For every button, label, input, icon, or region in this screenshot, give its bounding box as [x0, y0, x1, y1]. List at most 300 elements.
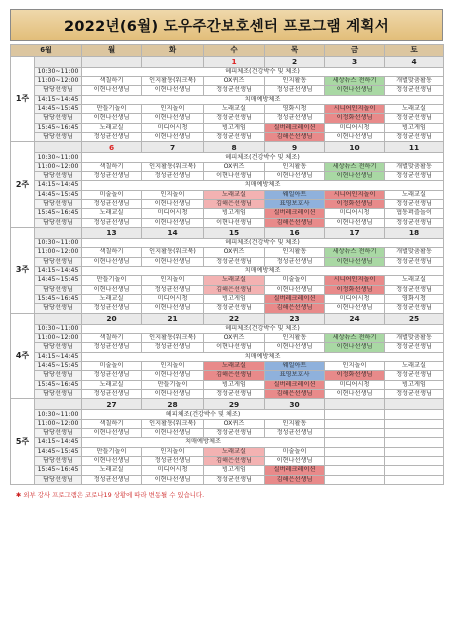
teacher-label: 담당선생님 — [35, 86, 82, 95]
teacher-label: 담당선생님 — [35, 343, 82, 352]
teacher-cell: 정성균선생님 — [385, 86, 444, 95]
time-slot: 11:00~12:00 — [35, 248, 82, 257]
date-spacer — [35, 142, 82, 153]
teacher-cell: 정성균선생님 — [82, 343, 142, 352]
teacher-cell: 이현나선생님 — [142, 257, 204, 266]
teacher-cell: 이현나선생님 — [142, 304, 204, 313]
time-slot: 14:45~15:45 — [35, 190, 82, 199]
document-title: 2022년(6월) 도우주간보호센터 프로그램 계획서 — [10, 9, 443, 41]
activity-cell: 미디어시청 — [142, 294, 204, 303]
activity-cell: 미디어시청 — [325, 380, 385, 389]
empty-cell — [385, 447, 444, 456]
activity-cell: 인지활동 — [265, 248, 325, 257]
activity-cell: 만들기놀이 — [82, 447, 142, 456]
teacher-cell: 이현나선생님 — [82, 429, 142, 438]
activity-cell: 빙고게임 — [385, 123, 444, 132]
date-cell: 28 — [142, 399, 204, 410]
activity-cell: OX퀴즈 — [204, 162, 265, 171]
teacher-cell: 김해은선생님 — [265, 132, 325, 141]
teacher-cell: 김해은선생님 — [265, 304, 325, 313]
date-cell — [385, 399, 444, 410]
teacher-row — [11, 257, 444, 266]
empty-cell — [325, 410, 385, 419]
activity-cell: 실버레크레이션 — [265, 466, 325, 475]
teacher-cell: 정성균선생님 — [142, 456, 204, 465]
time-slot: 14:45~15:45 — [35, 447, 82, 456]
activity-cell: 노래교실 — [385, 104, 444, 113]
time-slot: 10:30~11:00 — [35, 153, 82, 162]
teacher-cell: 김해은선생님 — [204, 456, 265, 465]
teacher-row — [11, 475, 444, 484]
teacher-label: 담당선생님 — [35, 429, 82, 438]
teacher-cell: 김해은선생님 — [204, 285, 265, 294]
teacher-cell: 이현나선생님 — [265, 343, 325, 352]
teacher-cell: 정성균선생님 — [82, 172, 142, 181]
program-row — [11, 67, 444, 76]
date-cell: 24 — [325, 313, 385, 324]
teacher-cell: 표영보호사 — [265, 199, 325, 208]
date-cell: 1 — [204, 56, 265, 67]
footnote: ✱ 외부 강사 프로그램은 코로나19 상황에 따라 변동될 수 있습니다. — [16, 490, 205, 499]
shared-activity: 치매예방체조 — [82, 267, 444, 276]
program-row — [11, 324, 444, 333]
date-cell: 20 — [82, 313, 142, 324]
activity-cell: 인지활동 — [265, 334, 325, 343]
teacher-label: 담당선생님 — [35, 389, 82, 398]
date-cell — [82, 56, 142, 67]
activity-cell: 노래교실 — [204, 362, 265, 371]
activity-cell: 인지활동 — [265, 419, 325, 428]
teacher-cell: 정성균선생님 — [204, 132, 265, 141]
activity-cell: 실버레크레이션 — [265, 294, 325, 303]
teacher-cell: 이현나선생님 — [142, 132, 204, 141]
date-cell: 2 — [265, 56, 325, 67]
activity-cell: 노래교실 — [82, 294, 142, 303]
time-slot: 14:45~15:45 — [35, 362, 82, 371]
date-cell: 13 — [82, 227, 142, 238]
teacher-cell: 이현나선생님 — [142, 218, 204, 227]
teacher-cell: 이현나선생님 — [265, 285, 325, 294]
date-cell: 15 — [204, 227, 265, 238]
time-slot: 14:15~14:45 — [35, 438, 82, 447]
teacher-label: 담당선생님 — [35, 114, 82, 123]
activity-cell: 노래교실 — [204, 104, 265, 113]
teacher-cell: 이현나선생님 — [325, 218, 385, 227]
date-cell: 23 — [265, 313, 325, 324]
time-slot: 14:15~14:45 — [35, 181, 82, 190]
date-cell: 27 — [82, 399, 142, 410]
header-row — [11, 45, 444, 57]
activity-cell: 웨일아트 — [265, 190, 325, 199]
time-slot: 11:00~12:00 — [35, 419, 82, 428]
teacher-label: 담당선생님 — [35, 285, 82, 294]
day-header: 토 — [385, 45, 444, 57]
teacher-label: 담당선생님 — [35, 199, 82, 208]
activity-cell: 인지활동(워크북) — [142, 77, 204, 86]
teacher-cell: 이현나선생님 — [142, 199, 204, 208]
teacher-row — [11, 172, 444, 181]
activity-cell: 빙고게임 — [204, 209, 265, 218]
activity-cell: 노래교실 — [385, 362, 444, 371]
time-slot: 14:45~15:45 — [35, 276, 82, 285]
activity-cell: 미디어시청 — [325, 209, 385, 218]
day-header: 월 — [82, 45, 142, 57]
activity-cell: 미디어시청 — [142, 209, 204, 218]
date-cell: 29 — [204, 399, 265, 410]
activity-cell: 인지놀이 — [325, 362, 385, 371]
teacher-cell: 이현나선생님 — [82, 456, 142, 465]
teacher-cell: 정성균선생님 — [385, 285, 444, 294]
teacher-cell: 정성균선생님 — [82, 132, 142, 141]
teacher-cell: 이현나선생님 — [325, 132, 385, 141]
time-slot: 14:45~15:45 — [35, 104, 82, 113]
date-cell: 10 — [325, 142, 385, 153]
teacher-cell: 이현나선생님 — [265, 456, 325, 465]
shared-activity: 치매예방체조 — [82, 352, 444, 361]
teacher-cell: 정성균선생님 — [204, 114, 265, 123]
teacher-cell: 정성균선생님 — [204, 429, 265, 438]
activity-cell: 미술놀이 — [265, 447, 325, 456]
month-label: 6월 — [11, 45, 82, 57]
program-row — [11, 209, 444, 218]
activity-cell: 노래교실 — [385, 190, 444, 199]
week-label: 1주 — [11, 56, 35, 142]
teacher-cell: 김해은선생님 — [265, 389, 325, 398]
teacher-row — [11, 132, 444, 141]
activity-cell: 인지활동(워크북) — [142, 419, 204, 428]
teacher-cell: 이정화선생님 — [325, 285, 385, 294]
time-slot: 14:15~14:45 — [35, 352, 82, 361]
activity-cell: 미술놀이 — [82, 190, 142, 199]
teacher-row — [11, 304, 444, 313]
activity-cell: 미디어시청 — [142, 466, 204, 475]
activity-cell: 인지놀이 — [142, 104, 204, 113]
teacher-cell: 정성균선생님 — [385, 132, 444, 141]
teacher-cell: 정성균선생님 — [204, 257, 265, 266]
teacher-cell: 정성균선생님 — [82, 371, 142, 380]
teacher-cell: 정성균선생님 — [385, 218, 444, 227]
empty-cell — [385, 419, 444, 428]
activity-cell: 개별맞춤활동 — [385, 77, 444, 86]
day-header: 목 — [265, 45, 325, 57]
date-cell: 21 — [142, 313, 204, 324]
time-slot: 11:00~12:00 — [35, 334, 82, 343]
date-spacer — [35, 399, 82, 410]
teacher-cell: 정성균선생님 — [385, 114, 444, 123]
activity-cell: 미술놀이 — [265, 276, 325, 285]
date-cell: 22 — [204, 313, 265, 324]
date-cell — [142, 56, 204, 67]
empty-cell — [385, 429, 444, 438]
activity-cell: 개별맞춤활동 — [385, 248, 444, 257]
activity-cell: 인지놀이 — [142, 447, 204, 456]
time-slot: 15:45~16:45 — [35, 123, 82, 132]
activity-cell: 시니어인지놀이 — [325, 190, 385, 199]
time-slot: 14:15~14:45 — [35, 95, 82, 104]
teacher-cell: 정성균선생님 — [385, 304, 444, 313]
activity-cell: OX퀴즈 — [204, 419, 265, 428]
activity-cell: 노래교실 — [204, 276, 265, 285]
activity-cell: 세상뉴스 전하기 — [325, 248, 385, 257]
shared-activity: 헤피체조(건강박수 및 체조) — [82, 153, 444, 162]
time-slot: 10:30~11:00 — [35, 239, 82, 248]
activity-cell: 노래교실 — [82, 123, 142, 132]
time-slot: 15:45~16:45 — [35, 466, 82, 475]
teacher-cell: 이현나선생님 — [142, 114, 204, 123]
activity-cell: 인지놀이 — [142, 362, 204, 371]
teacher-cell: 정성균선생님 — [82, 199, 142, 208]
teacher-cell: 이현나선생님 — [82, 114, 142, 123]
day-header: 화 — [142, 45, 204, 57]
teacher-cell: 정성균선생님 — [265, 114, 325, 123]
activity-cell: OX퀴즈 — [204, 334, 265, 343]
program-row — [11, 276, 444, 285]
time-slot: 15:45~16:45 — [35, 209, 82, 218]
activity-cell: 빙고게임 — [204, 466, 265, 475]
activity-cell: 협동퍼즐놀이 — [385, 209, 444, 218]
activity-cell: 세상뉴스 전하기 — [325, 334, 385, 343]
week-label: 5주 — [11, 399, 35, 485]
teacher-cell: 정성균선생님 — [82, 389, 142, 398]
activity-cell: 인지활동(워크북) — [142, 162, 204, 171]
activity-cell: 빙고게임 — [204, 123, 265, 132]
activity-cell: 노래교실 — [82, 466, 142, 475]
teacher-label: 담당선생님 — [35, 218, 82, 227]
time-slot: 15:45~16:45 — [35, 294, 82, 303]
teacher-cell: 이현나선생님 — [82, 257, 142, 266]
week-label: 3주 — [11, 227, 35, 313]
empty-cell — [325, 419, 385, 428]
teacher-cell: 정성균선생님 — [204, 304, 265, 313]
teacher-cell: 정성균선생님 — [82, 218, 142, 227]
teacher-cell: 이현나선생님 — [204, 218, 265, 227]
teacher-row — [11, 389, 444, 398]
activity-cell: 인지활동(워크북) — [142, 334, 204, 343]
teacher-cell: 정성균선생님 — [385, 199, 444, 208]
empty-cell — [385, 410, 444, 419]
empty-cell — [385, 475, 444, 484]
teacher-cell: 정성균선생님 — [82, 304, 142, 313]
teacher-cell: 정성균선생님 — [385, 172, 444, 181]
shared-activity: 치매예방체조 — [82, 181, 444, 190]
activity-cell: OX퀴즈 — [204, 248, 265, 257]
shared-activity: 헤피체조(건강박수 및 체조) — [82, 324, 444, 333]
teacher-row — [11, 343, 444, 352]
teacher-cell: 이현나선생님 — [142, 429, 204, 438]
program-row — [11, 334, 444, 343]
shared-activity: 치매예방체조 — [82, 95, 444, 104]
teacher-cell: 정성균선생님 — [82, 475, 142, 484]
activity-cell: OX퀴즈 — [204, 77, 265, 86]
teacher-cell: 이정화선생님 — [325, 199, 385, 208]
program-row — [11, 123, 444, 132]
program-row — [11, 248, 444, 257]
date-spacer — [35, 313, 82, 324]
teacher-cell: 정성균선생님 — [204, 475, 265, 484]
activity-cell: 세상뉴스 전하기 — [325, 162, 385, 171]
activity-cell: 영화시청 — [265, 104, 325, 113]
week-label: 2주 — [11, 142, 35, 228]
program-row — [11, 77, 444, 86]
activity-cell: 색칠하기 — [82, 248, 142, 257]
program-row — [11, 438, 444, 447]
activity-cell: 웨일아트 — [265, 362, 325, 371]
activity-cell: 색칠하기 — [82, 334, 142, 343]
program-row — [11, 239, 444, 248]
teacher-cell: 정성균선생님 — [142, 285, 204, 294]
teacher-cell: 이현나선생님 — [204, 172, 265, 181]
activity-cell: 노래교실 — [204, 190, 265, 199]
teacher-row — [11, 114, 444, 123]
time-slot: 14:15~14:45 — [35, 267, 82, 276]
program-row — [11, 294, 444, 303]
week-label: 4주 — [11, 313, 35, 399]
activity-cell: 개별맞춤활동 — [385, 162, 444, 171]
activity-cell: 색칠하기 — [82, 77, 142, 86]
activity-cell: 시니어인지놀이 — [325, 104, 385, 113]
teacher-cell: 이현나선생님 — [325, 304, 385, 313]
time-slot: 10:30~11:00 — [35, 324, 82, 333]
program-row — [11, 419, 444, 428]
activity-cell: 실버레크레이션 — [265, 209, 325, 218]
program-row — [11, 352, 444, 361]
activity-cell: 실버레크레이션 — [265, 123, 325, 132]
activity-cell: 빙고게임 — [204, 380, 265, 389]
empty-cell — [385, 438, 444, 447]
date-cell: 4 — [385, 56, 444, 67]
teacher-cell: 김해은선생님 — [204, 199, 265, 208]
program-row — [11, 181, 444, 190]
teacher-cell: 정성균선생님 — [385, 257, 444, 266]
activity-cell: 인지놀이 — [142, 190, 204, 199]
teacher-cell: 이정화선생님 — [325, 114, 385, 123]
activity-cell: 미디어시청 — [142, 123, 204, 132]
teacher-cell: 이현나선생님 — [82, 86, 142, 95]
day-header: 금 — [325, 45, 385, 57]
teacher-row — [11, 199, 444, 208]
time-slot: 15:45~16:45 — [35, 380, 82, 389]
activity-cell: 실버레크레이션 — [265, 380, 325, 389]
teacher-row — [11, 371, 444, 380]
time-slot: 10:30~11:00 — [35, 67, 82, 76]
shared-activity: 치매예방체조 — [82, 438, 325, 447]
teacher-cell: 정성균선생님 — [385, 389, 444, 398]
program-row — [11, 380, 444, 389]
date-cell: 7 — [142, 142, 204, 153]
empty-cell — [325, 456, 385, 465]
activity-cell: 노래교실 — [82, 209, 142, 218]
shared-activity: 헤피체조(건강박수 및 체조) — [82, 67, 444, 76]
program-row — [11, 447, 444, 456]
teacher-cell: 이현나선생님 — [325, 343, 385, 352]
teacher-cell: 이현나선생님 — [325, 86, 385, 95]
teacher-cell: 이현나선생님 — [325, 389, 385, 398]
teacher-label: 담당선생님 — [35, 132, 82, 141]
activity-cell: 노래교실 — [204, 447, 265, 456]
activity-cell: 영화시청 — [385, 294, 444, 303]
time-slot: 11:00~12:00 — [35, 77, 82, 86]
teacher-row — [11, 218, 444, 227]
activity-cell: 인지활동(워크북) — [142, 248, 204, 257]
date-cell: 11 — [385, 142, 444, 153]
date-cell: 6 — [82, 142, 142, 153]
teacher-cell: 이현나선생님 — [142, 86, 204, 95]
teacher-cell: 정성균선생님 — [265, 86, 325, 95]
teacher-label: 담당선생님 — [35, 172, 82, 181]
activity-cell: 미술놀이 — [82, 362, 142, 371]
activity-cell: 만들기놀이 — [82, 104, 142, 113]
activity-cell: 색칠하기 — [82, 162, 142, 171]
day-header: 수 — [204, 45, 265, 57]
teacher-label: 담당선생님 — [35, 456, 82, 465]
date-cell: 18 — [385, 227, 444, 238]
teacher-cell: 이현나선생님 — [204, 343, 265, 352]
empty-cell — [325, 466, 385, 475]
teacher-cell: 정성균선생님 — [385, 343, 444, 352]
teacher-row — [11, 86, 444, 95]
teacher-cell: 김해은선생님 — [265, 218, 325, 227]
date-cell: 3 — [325, 56, 385, 67]
activity-cell: 만들기놀이 — [142, 380, 204, 389]
date-cell: 9 — [265, 142, 325, 153]
week-date-row — [11, 227, 444, 238]
activity-cell: 색칠하기 — [82, 419, 142, 428]
program-row — [11, 267, 444, 276]
week-date-row — [11, 56, 444, 67]
teacher-cell: 이정화선생님 — [325, 371, 385, 380]
date-spacer — [35, 227, 82, 238]
teacher-cell: 이현나선생님 — [82, 285, 142, 294]
date-cell: 25 — [385, 313, 444, 324]
activity-cell: 시니어인지놀이 — [325, 276, 385, 285]
activity-cell: 빙고게임 — [204, 294, 265, 303]
teacher-cell: 이현나선생님 — [142, 389, 204, 398]
empty-cell — [325, 475, 385, 484]
time-slot: 11:00~12:00 — [35, 162, 82, 171]
date-cell: 17 — [325, 227, 385, 238]
activity-cell: 미디어시청 — [325, 123, 385, 132]
activity-cell: 인지활동 — [265, 77, 325, 86]
program-row — [11, 153, 444, 162]
empty-cell — [325, 438, 385, 447]
empty-cell — [325, 429, 385, 438]
activity-cell: 노래교실 — [82, 380, 142, 389]
program-row — [11, 190, 444, 199]
teacher-row — [11, 456, 444, 465]
program-row — [11, 410, 444, 419]
week-date-row — [11, 313, 444, 324]
teacher-cell: 정성균선생님 — [204, 389, 265, 398]
teacher-cell: 김해은선생님 — [204, 371, 265, 380]
program-row — [11, 104, 444, 113]
week-date-row — [11, 399, 444, 410]
teacher-cell: 정성균선생님 — [142, 172, 204, 181]
teacher-label: 담당선생님 — [35, 304, 82, 313]
week-date-row — [11, 142, 444, 153]
activity-cell: 인지활동 — [265, 162, 325, 171]
empty-cell — [325, 447, 385, 456]
program-table — [10, 44, 444, 485]
teacher-row — [11, 429, 444, 438]
activity-cell: 미디어시청 — [325, 294, 385, 303]
date-cell — [325, 399, 385, 410]
activity-cell: 만들기놀이 — [82, 276, 142, 285]
date-cell: 16 — [265, 227, 325, 238]
activity-cell: 빙고게임 — [385, 380, 444, 389]
teacher-cell: 정성균선생님 — [265, 429, 325, 438]
teacher-cell: 정성균선생님 — [265, 257, 325, 266]
teacher-cell: 정성균선생님 — [142, 343, 204, 352]
